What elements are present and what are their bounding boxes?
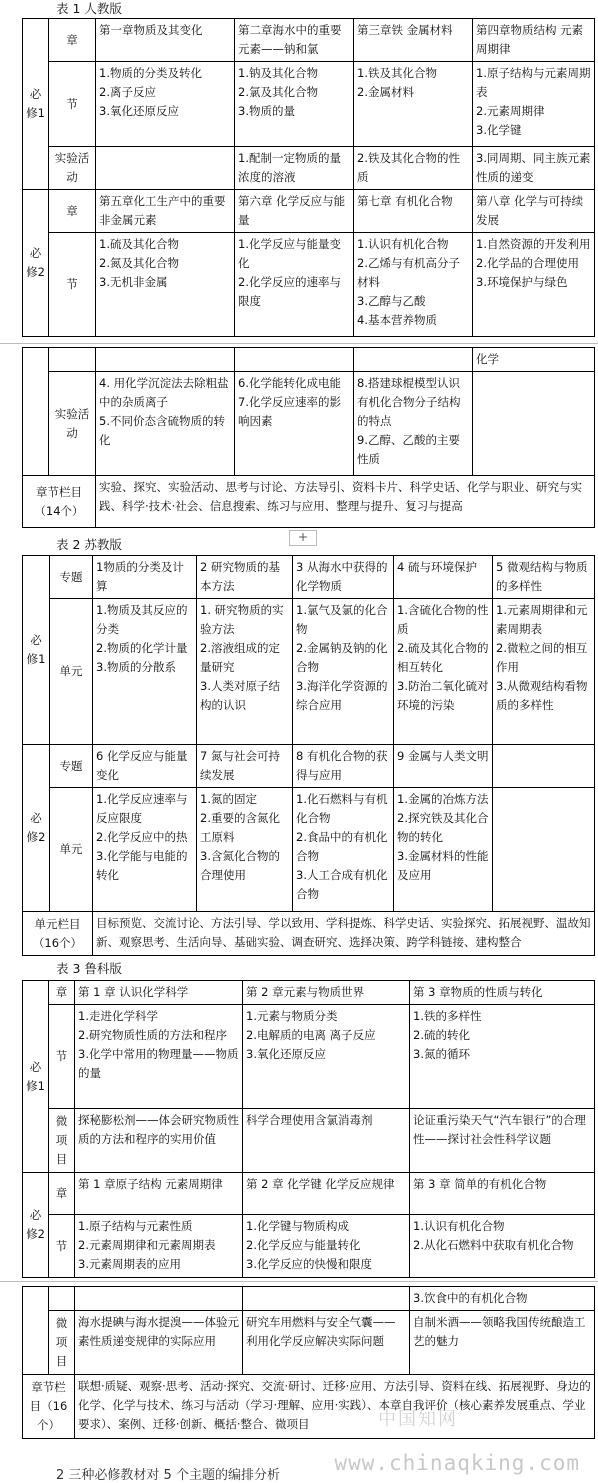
t3-c2-zhang-1: 第 1 章原子结构 元素周期律 bbox=[75, 1173, 243, 1215]
table1-part1 bbox=[22, 18, 595, 337]
t2-c2-dy-3: 1.化石燃料与有机化合物 2.食品中的有机化合物 3.人工合成有机化合物 bbox=[293, 788, 394, 912]
watermark-cn: 中国知网 bbox=[378, 1409, 458, 1430]
t3-c1-wx-3: 论证重污染天气“汽车银行”的合理性——探讨社会性科学议题 bbox=[410, 1109, 595, 1173]
t1-b1-label: 必修1 bbox=[23, 19, 49, 190]
t1-c1-jie-4: 1.原子结构与元素周期表 2.元素周期律 3.化学键 bbox=[473, 62, 595, 147]
t1-c1-zhang-2: 第二章海水中的重要元素——钠和氯 bbox=[235, 19, 354, 62]
t1-c2-jie-4: 1.自然资源的开发利用 2.化学品的合理使用 3.环境保护与绿色 bbox=[473, 233, 595, 337]
t1-c2-sy-3: 8.搭建球棍模型认识有机化合物分子结构的特点 9.乙醇、乙酸的主要性质 bbox=[354, 372, 473, 476]
t1-c1-jie-2: 1.钠及其化合物 2.氯及其化合物 3.物质的量 bbox=[235, 62, 354, 147]
t3-c2-jie-2: 1.化学键与物质构成 2.化学反应与能量转化 3.化学反应的快慢和限度 bbox=[243, 1215, 410, 1278]
t2-c2-dy-1: 1.化学反应速率与反应限度 2.化学反应中的热 3.化学能与电能的转化 bbox=[93, 788, 197, 912]
t3-row-wx-2: 微项目 bbox=[49, 1311, 75, 1375]
t2-c1-dy-2: 1. 研究物质的实验方法 2.溶液组成的定量研究 3.人类对原子结构的认识 bbox=[197, 599, 293, 745]
t1-c2-sy-2: 6.化学能转化成电能 7.化学反应速率的影响因素 bbox=[235, 372, 354, 476]
t3-c2-wx-3: 自制米酒——领略我国传统酿造工艺的魅力 bbox=[410, 1311, 595, 1375]
t1-c1-zhang-1: 第一章物质及其变化 bbox=[96, 19, 235, 62]
t3-c2-wx-2: 研究车用燃料与安全气囊——利用化学反应解决实际问题 bbox=[243, 1311, 410, 1375]
t2-c1-zt-3: 3 从海水中获得的化学物质 bbox=[293, 556, 394, 599]
t3-c2-zhang-2: 第 2 章 化学键 化学反应规律 bbox=[243, 1173, 410, 1215]
table1-caption: 表 1 人教版 bbox=[56, 1, 122, 16]
t2-row-zt: 专题 bbox=[50, 556, 93, 599]
t1-c2-sy-1: 4. 用化学沉淀法去除粗盐中的杂质离子 5.不同价态含硫物质的转化 bbox=[96, 372, 235, 476]
t3-c1-jie-2: 1.元素与物质分类 2.电解质的电离 离子反应 3.氧化还原反应 bbox=[243, 1005, 410, 1109]
table3-part2 bbox=[22, 1286, 595, 1439]
t2-c1-dy-4: 1.含硫化合物的性质 2.硫及其化合物的相互转化 3.防治二氧化硫对环境的污染 bbox=[394, 599, 493, 745]
t2-row-dy: 单元 bbox=[50, 599, 93, 745]
t1-row-zhang: 章 bbox=[49, 19, 96, 62]
t3-b2-label: 必修2 bbox=[23, 1173, 49, 1278]
t3-row-zhang: 章 bbox=[49, 981, 75, 1005]
t3-c2-jie-3: 1.认识有机化合物 2.从化石燃料中获取有机化合物 bbox=[410, 1215, 595, 1278]
t2-c2-dy-4: 1.金属的冶炼方法 2.探究铁及其化合物的转化 3.金属材料的性能及应用 bbox=[394, 788, 493, 912]
t3-lm-text: 联想·质疑、观察·思考、活动·探究、交流·研讨、迁移·应用、方法引导、资料在线、拓展视野、身边的化学、化学与技术、练习与活动（学习·理解、应用·实践）、本章自我评价（核心素养发展重点、学业要求）、案例、迁移·创新、概括·整合、微项目 bbox=[75, 1375, 595, 1439]
t3-c1-jie-1: 1.走进化学科学 2.研究物质性质的方法和程序 3.化学中常用的物理量——物质的量 bbox=[75, 1005, 243, 1109]
t1-row-jie: 节 bbox=[49, 62, 96, 147]
t3-c2-wx-1: 海水提碘与海水提溴——体验元素性质递变规律的实际应用 bbox=[75, 1311, 243, 1375]
add-row-button[interactable]: + bbox=[289, 530, 317, 546]
t1-c2-zhang-3: 第七章 有机化合物 bbox=[354, 190, 473, 233]
t2-c1-zt-5: 5 微观结构与物质的多样性 bbox=[493, 556, 595, 599]
table2 bbox=[22, 555, 595, 956]
t3-row-jie: 节 bbox=[49, 1005, 75, 1109]
t3-c2-jie-1: 1.原子结构与元素性质 2.元素周期律和元素周期表 3.元素周期表的应用 bbox=[75, 1215, 243, 1278]
t2-c2-zt-4: 9 金属与人类文明 bbox=[394, 745, 493, 788]
t1-c2-jie-1: 1.硫及其化合物 2.氮及其化合物 3.无机非金属 bbox=[96, 233, 235, 337]
t2-c1-zt-1: 1物质的分类及计算 bbox=[93, 556, 197, 599]
t1-row-zhang-2: 章 bbox=[49, 190, 96, 233]
t2-c1-zt-2: 2 研究物质的基本方法 bbox=[197, 556, 293, 599]
t2-c2-zt-2: 7 氮与社会可持续发展 bbox=[197, 745, 293, 788]
page-break bbox=[0, 343, 598, 344]
t1-c2-jie-3: 1.认识有机化合物 2.乙烯与有机高分子材料 3.乙醇与乙酸 4.基本营养物质 bbox=[354, 233, 473, 337]
t1-row-sy: 实验活动 bbox=[49, 147, 96, 190]
t3-c1-zhang-1: 第 1 章 认识化学科学 bbox=[75, 981, 243, 1005]
t1-c1-jie-3: 1.铁及其化合物 2.金属材料 bbox=[354, 62, 473, 147]
t2-lm-label: 单元栏目 （16个） bbox=[23, 912, 93, 956]
t1-c2-sy-4 bbox=[473, 372, 595, 476]
t2-b1-label: 必修1 bbox=[23, 556, 50, 745]
t2-b2-label: 必修2 bbox=[23, 745, 50, 912]
t1-c2-jie-4-cont: 化学 bbox=[473, 348, 595, 372]
watermark-url: www.chinaqking.com bbox=[334, 1451, 580, 1475]
t1-c1-sy-4: 3.同周期、同主族元素性质的递变 bbox=[473, 147, 595, 190]
t3-c2-jie-3-cont: 3.饮食中的有机化合物 bbox=[410, 1287, 595, 1311]
table2-caption: 表 2 苏教版 bbox=[56, 537, 122, 552]
t1-c2-zhang-1: 第五章化工生产中的重要非金属元素 bbox=[96, 190, 235, 233]
t2-row-zt-2: 专题 bbox=[50, 745, 93, 788]
t3-c1-wx-2: 科学合理使用含氯消毒剂 bbox=[243, 1109, 410, 1173]
t1-c1-sy-2: 1.配制一定物质的量浓度的溶液 bbox=[235, 147, 354, 190]
t1-row-jie-2: 节 bbox=[49, 233, 96, 337]
t2-c2-zt-5 bbox=[493, 745, 595, 788]
t1-c2-jie-2: 1.化学反应与能量变化 2.化学反应的速率与限度 bbox=[235, 233, 354, 337]
t1-c1-zhang-4: 第四章物质结构 元素周期律 bbox=[473, 19, 595, 62]
table1-part2 bbox=[22, 347, 595, 528]
t1-c1-sy-3: 2.铁及其化合物的性质 bbox=[354, 147, 473, 190]
t2-row-dy-2: 单元 bbox=[50, 788, 93, 912]
t3-c1-zhang-2: 第 2 章元素与物质世界 bbox=[243, 981, 410, 1005]
t1-row-sy-2: 实验活动 bbox=[49, 372, 96, 476]
t1-lm-label: 章节栏目 （14个） bbox=[23, 476, 96, 528]
t3-row-jie-2: 节 bbox=[49, 1215, 75, 1278]
t1-b2-label: 必修2 bbox=[23, 190, 49, 337]
t2-c2-zt-1: 6 化学反应与能量变化 bbox=[93, 745, 197, 788]
t2-c2-dy-5 bbox=[493, 788, 595, 912]
t3-c2-zhang-3: 第 3 章 简单的有机化合物 bbox=[410, 1173, 595, 1215]
t1-c1-zhang-3: 第三章铁 金属材料 bbox=[354, 19, 473, 62]
t3-lm-label: 章节栏目（16个） bbox=[23, 1375, 75, 1439]
table3-part1 bbox=[22, 980, 595, 1278]
t2-c1-dy-5: 1.元素周期律和元素周期表 2.微粒之间的相互作用 3.从微观结构看物质的多样性 bbox=[493, 599, 595, 745]
page-break-2 bbox=[0, 1281, 598, 1282]
t3-c1-wx-1: 探秘膨松剂——体会研究物质性质的方法和程序的实用价值 bbox=[75, 1109, 243, 1173]
next-section-heading: 2 三种必修教材对 5 个主题的编排分析 bbox=[56, 1468, 280, 1483]
t2-c1-dy-1: 1.物质及其反应的分类 2.物质的化学计量 3.物质的分散系 bbox=[93, 599, 197, 745]
t2-c1-dy-3: 1.氯气及氯的化合物 2.金属钠及钠的化合物 3.海洋化学资源的综合应用 bbox=[293, 599, 394, 745]
t2-c1-zt-4: 4 硫与环境保护 bbox=[394, 556, 493, 599]
table3-caption: 表 3 鲁科版 bbox=[56, 961, 122, 976]
t3-row-zhang-2: 章 bbox=[49, 1173, 75, 1215]
t1-c1-sy-1 bbox=[96, 147, 235, 190]
t2-c2-zt-3: 8 有机化合物的获得与应用 bbox=[293, 745, 394, 788]
t1-lm-text: 实验、探究、实验活动、思考与讨论、方法导引、资料卡片、科学史话、化学与职业、研究与实践、科学·技术·社会、信息搜索、练习与应用、整理与提升、复习与提高 bbox=[96, 476, 595, 528]
t1-c1-jie-1: 1.物质的分类及转化 2.离子反应 3.氧化还原反应 bbox=[96, 62, 235, 147]
t1-c2-zhang-4: 第八章 化学与可持续发展 bbox=[473, 190, 595, 233]
t2-c2-dy-2: 1.氮的固定 2.重要的含氮化工原料 3.含氮化合物的合理使用 bbox=[197, 788, 293, 912]
t3-row-wx: 微项目 bbox=[49, 1109, 75, 1173]
t3-c1-jie-3: 1.铁的多样性 2.硫的转化 3.氮的循环 bbox=[410, 1005, 595, 1109]
t2-lm-text: 目标预览、交流讨论、方法引导、学以致用、学科提炼、科学史话、实验探究、拓展视野、温故知新、观察思考、生活向导、基础实验、调查研究、选择决策、跨学科链接、建构整合 bbox=[93, 912, 595, 956]
t3-c1-zhang-3: 第 3 章物质的性质与转化 bbox=[410, 981, 595, 1005]
t3-b1-label: 必修1 bbox=[23, 981, 49, 1173]
t1-c2-zhang-2: 第六章 化学反应与能量 bbox=[235, 190, 354, 233]
